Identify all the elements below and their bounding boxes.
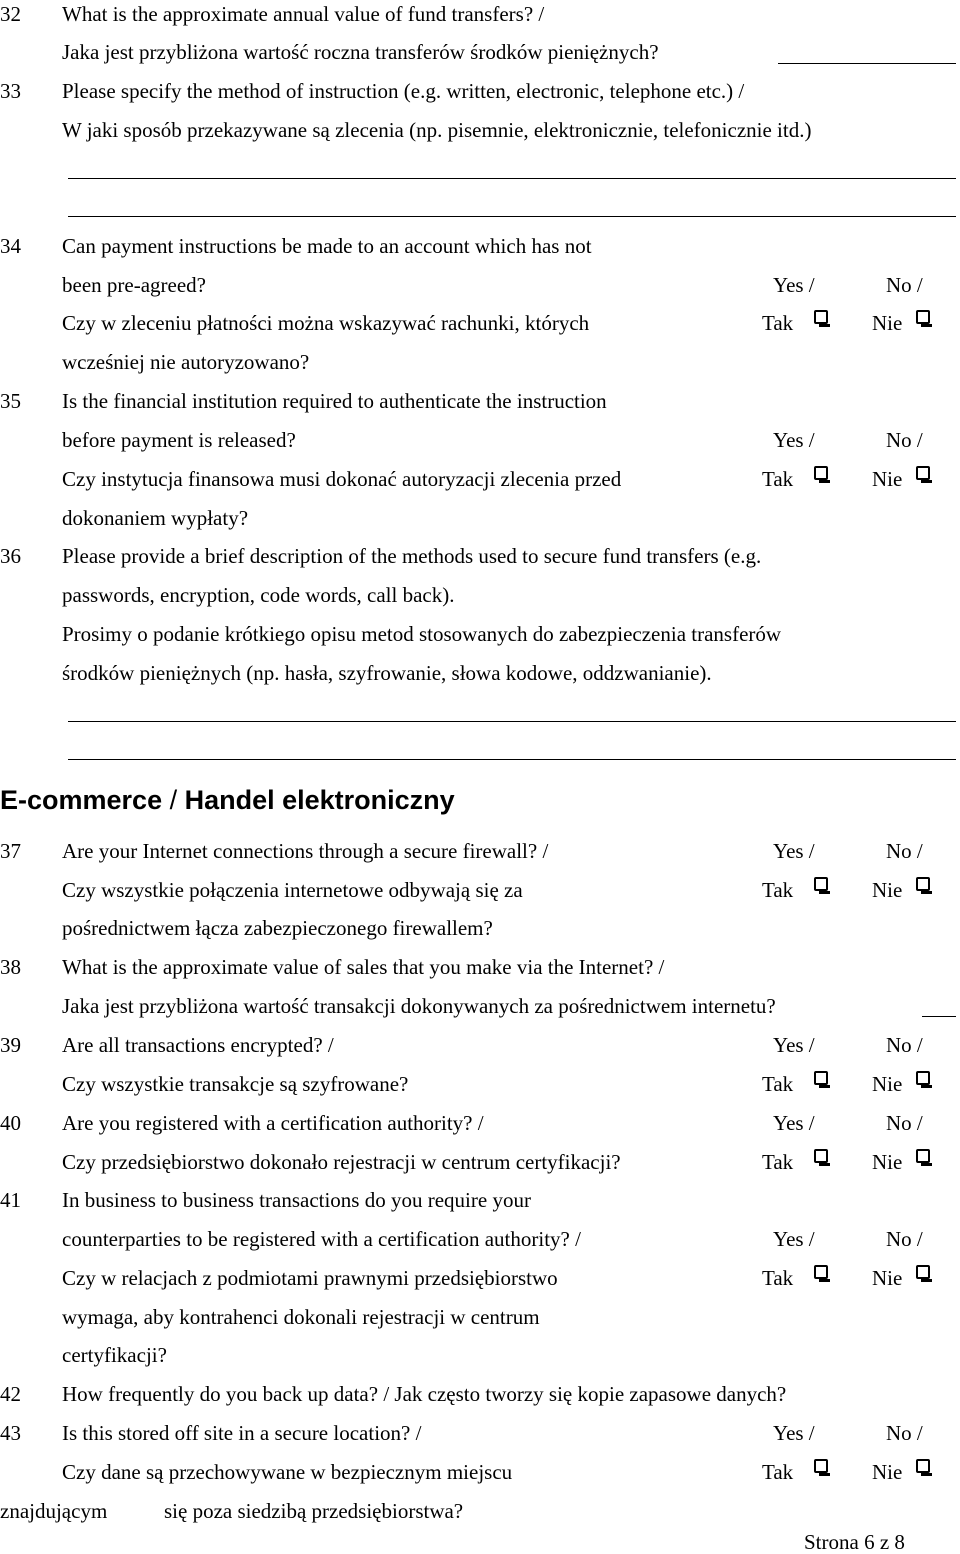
checkbox-no[interactable] bbox=[916, 1265, 930, 1279]
checkbox-no[interactable] bbox=[916, 1459, 930, 1473]
question-text-en: What is the approximate value of sales that you make via the Internet? / bbox=[62, 955, 665, 979]
question-number: 35 bbox=[0, 389, 21, 413]
checkbox-no[interactable] bbox=[916, 466, 930, 480]
question-number: 42 bbox=[0, 1382, 21, 1406]
question-text-pl: Czy w relacjach z podmiotami prawnymi przedsiębiorstwo bbox=[62, 1266, 558, 1290]
checkbox-no[interactable] bbox=[916, 1071, 930, 1085]
tak-label: Tak bbox=[762, 1266, 794, 1290]
question-text-en: passwords, encryption, code words, call back). bbox=[62, 583, 455, 607]
nie-label: Nie bbox=[872, 467, 903, 491]
tak-label: Tak bbox=[762, 1072, 794, 1096]
nie-label: Nie bbox=[872, 1266, 903, 1290]
question-number: 33 bbox=[0, 79, 21, 103]
question-number: 34 bbox=[0, 234, 21, 258]
answer-line[interactable] bbox=[68, 178, 956, 179]
question-text-en: Are all transactions encrypted? / bbox=[62, 1033, 334, 1057]
yes-label: Yes / bbox=[773, 273, 815, 297]
nie-label: Nie bbox=[872, 1460, 903, 1484]
no-label: No / bbox=[886, 1033, 923, 1057]
no-label: No / bbox=[886, 273, 923, 297]
question-text-en: In business to business transactions do you require your bbox=[62, 1188, 531, 1212]
question-text-en: been pre-agreed? bbox=[62, 273, 206, 297]
question-number: 43 bbox=[0, 1421, 21, 1445]
question-text-en: Please provide a brief description of the methods used to secure fund transfers (e.g. bbox=[62, 544, 762, 568]
question-text-pl: pośrednictwem łącza zabezpieczonego firewallem? bbox=[62, 916, 493, 940]
question-text-pl: Prosimy o podanie krótkiego opisu metod stosowanych do zabezpieczenia transferów bbox=[62, 622, 782, 646]
question-text-en: Can payment instructions be made to an account which has not bbox=[62, 234, 592, 258]
question-text-en: Please specify the method of instruction (e.g. written, electronic, telephone etc.) / bbox=[62, 79, 745, 103]
section-title-pl: Handel elektroniczny bbox=[184, 785, 455, 815]
question-text-en: before payment is released? bbox=[62, 428, 296, 452]
question-text-en: What is the approximate annual value of fund transfers? / bbox=[62, 2, 545, 26]
question-text-en: How frequently do you back up data? / Jak często tworzy się kopie zapasowe danych? bbox=[62, 1382, 787, 1406]
question-text-pl: Czy instytucja finansowa musi dokonać autoryzacji zlecenia przed bbox=[62, 467, 622, 491]
question-text-pl: wcześniej nie autoryzowano? bbox=[62, 350, 310, 374]
checkbox-yes[interactable] bbox=[814, 466, 828, 480]
tak-label: Tak bbox=[762, 1460, 794, 1484]
question-text-pl: Czy wszystkie połączenia internetowe odbywają się za bbox=[62, 878, 523, 902]
question-text-en: Are you registered with a certification authority? / bbox=[62, 1111, 484, 1135]
question-text-pl: Czy wszystkie transakcje są szyfrowane? bbox=[62, 1072, 409, 1096]
checkbox-yes[interactable] bbox=[814, 1265, 828, 1279]
question-text-pl: W jaki sposób przekazywane są zlecenia (np. pisemnie, elektronicznie, telefonicznie itd.) bbox=[62, 118, 812, 142]
checkbox-yes[interactable] bbox=[814, 877, 828, 891]
tak-label: Tak bbox=[762, 311, 794, 335]
yes-label: Yes / bbox=[773, 839, 815, 863]
question-text-pl: Jaka jest przybliżona wartość roczna transferów środków pieniężnych? bbox=[62, 40, 659, 64]
no-label: No / bbox=[886, 839, 923, 863]
question-text-pl: Jaka jest przybliżona wartość transakcji dokonywanych za pośrednictwem internetu? bbox=[62, 994, 776, 1018]
question-text-pl: znajdującym bbox=[0, 1499, 108, 1523]
nie-label: Nie bbox=[872, 1072, 903, 1096]
section-heading bbox=[0, 787, 455, 814]
yes-label: Yes / bbox=[773, 1421, 815, 1445]
checkbox-no[interactable] bbox=[916, 310, 930, 324]
checkbox-yes[interactable] bbox=[814, 1459, 828, 1473]
checkbox-yes[interactable] bbox=[814, 1071, 828, 1085]
tak-label: Tak bbox=[762, 467, 794, 491]
tak-label: Tak bbox=[762, 878, 794, 902]
answer-line[interactable] bbox=[68, 759, 956, 760]
no-label: No / bbox=[886, 428, 923, 452]
question-text-pl: wymaga, aby kontrahenci dokonali rejestracji w centrum bbox=[62, 1305, 540, 1329]
section-separator: / bbox=[162, 785, 185, 815]
question-text-pl: dokonaniem wypłaty? bbox=[62, 506, 249, 530]
page-number: Strona 6 z 8 bbox=[804, 1530, 905, 1554]
nie-label: Nie bbox=[872, 311, 903, 335]
question-text-pl: Czy w zleceniu płatności można wskazywać rachunki, których bbox=[62, 311, 590, 335]
question-number: 37 bbox=[0, 839, 21, 863]
question-text-pl: certyfikacji? bbox=[62, 1343, 167, 1367]
answer-line[interactable] bbox=[778, 63, 956, 64]
question-text-pl: się poza siedzibą przedsiębiorstwa? bbox=[164, 1499, 464, 1523]
question-number: 36 bbox=[0, 544, 21, 568]
question-number: 38 bbox=[0, 955, 21, 979]
answer-line[interactable] bbox=[68, 721, 956, 722]
section-title-en: E-commerce bbox=[0, 785, 163, 815]
answer-line[interactable] bbox=[922, 1016, 956, 1017]
question-text-pl: Czy przedsiębiorstwo dokonało rejestracji w centrum certyfikacji? bbox=[62, 1150, 621, 1174]
nie-label: Nie bbox=[872, 878, 903, 902]
no-label: No / bbox=[886, 1421, 923, 1445]
question-number: 40 bbox=[0, 1111, 21, 1135]
question-text-en: Are your Internet connections through a secure firewall? / bbox=[62, 839, 549, 863]
question-text-pl: środków pieniężnych (np. hasła, szyfrowanie, słowa kodowe, oddzwanianie). bbox=[62, 661, 712, 685]
no-label: No / bbox=[886, 1111, 923, 1135]
yes-label: Yes / bbox=[773, 1227, 815, 1251]
answer-line[interactable] bbox=[68, 216, 956, 217]
no-label: No / bbox=[886, 1227, 923, 1251]
question-text-en: Is this stored off site in a secure location? / bbox=[62, 1421, 422, 1445]
nie-label: Nie bbox=[872, 1150, 903, 1174]
checkbox-no[interactable] bbox=[916, 1149, 930, 1163]
tak-label: Tak bbox=[762, 1150, 794, 1174]
question-number: 39 bbox=[0, 1033, 21, 1057]
question-text-en: counterparties to be registered with a certification authority? / bbox=[62, 1227, 581, 1251]
question-number: 32 bbox=[0, 2, 21, 26]
yes-label: Yes / bbox=[773, 1111, 815, 1135]
checkbox-no[interactable] bbox=[916, 877, 930, 891]
checkbox-yes[interactable] bbox=[814, 310, 828, 324]
yes-label: Yes / bbox=[773, 1033, 815, 1057]
yes-label: Yes / bbox=[773, 428, 815, 452]
question-text-en: Is the financial institution required to authenticate the instruction bbox=[62, 389, 607, 413]
question-text-pl: Czy dane są przechowywane w bezpiecznym miejscu bbox=[62, 1460, 513, 1484]
checkbox-yes[interactable] bbox=[814, 1149, 828, 1163]
question-number: 41 bbox=[0, 1188, 21, 1212]
